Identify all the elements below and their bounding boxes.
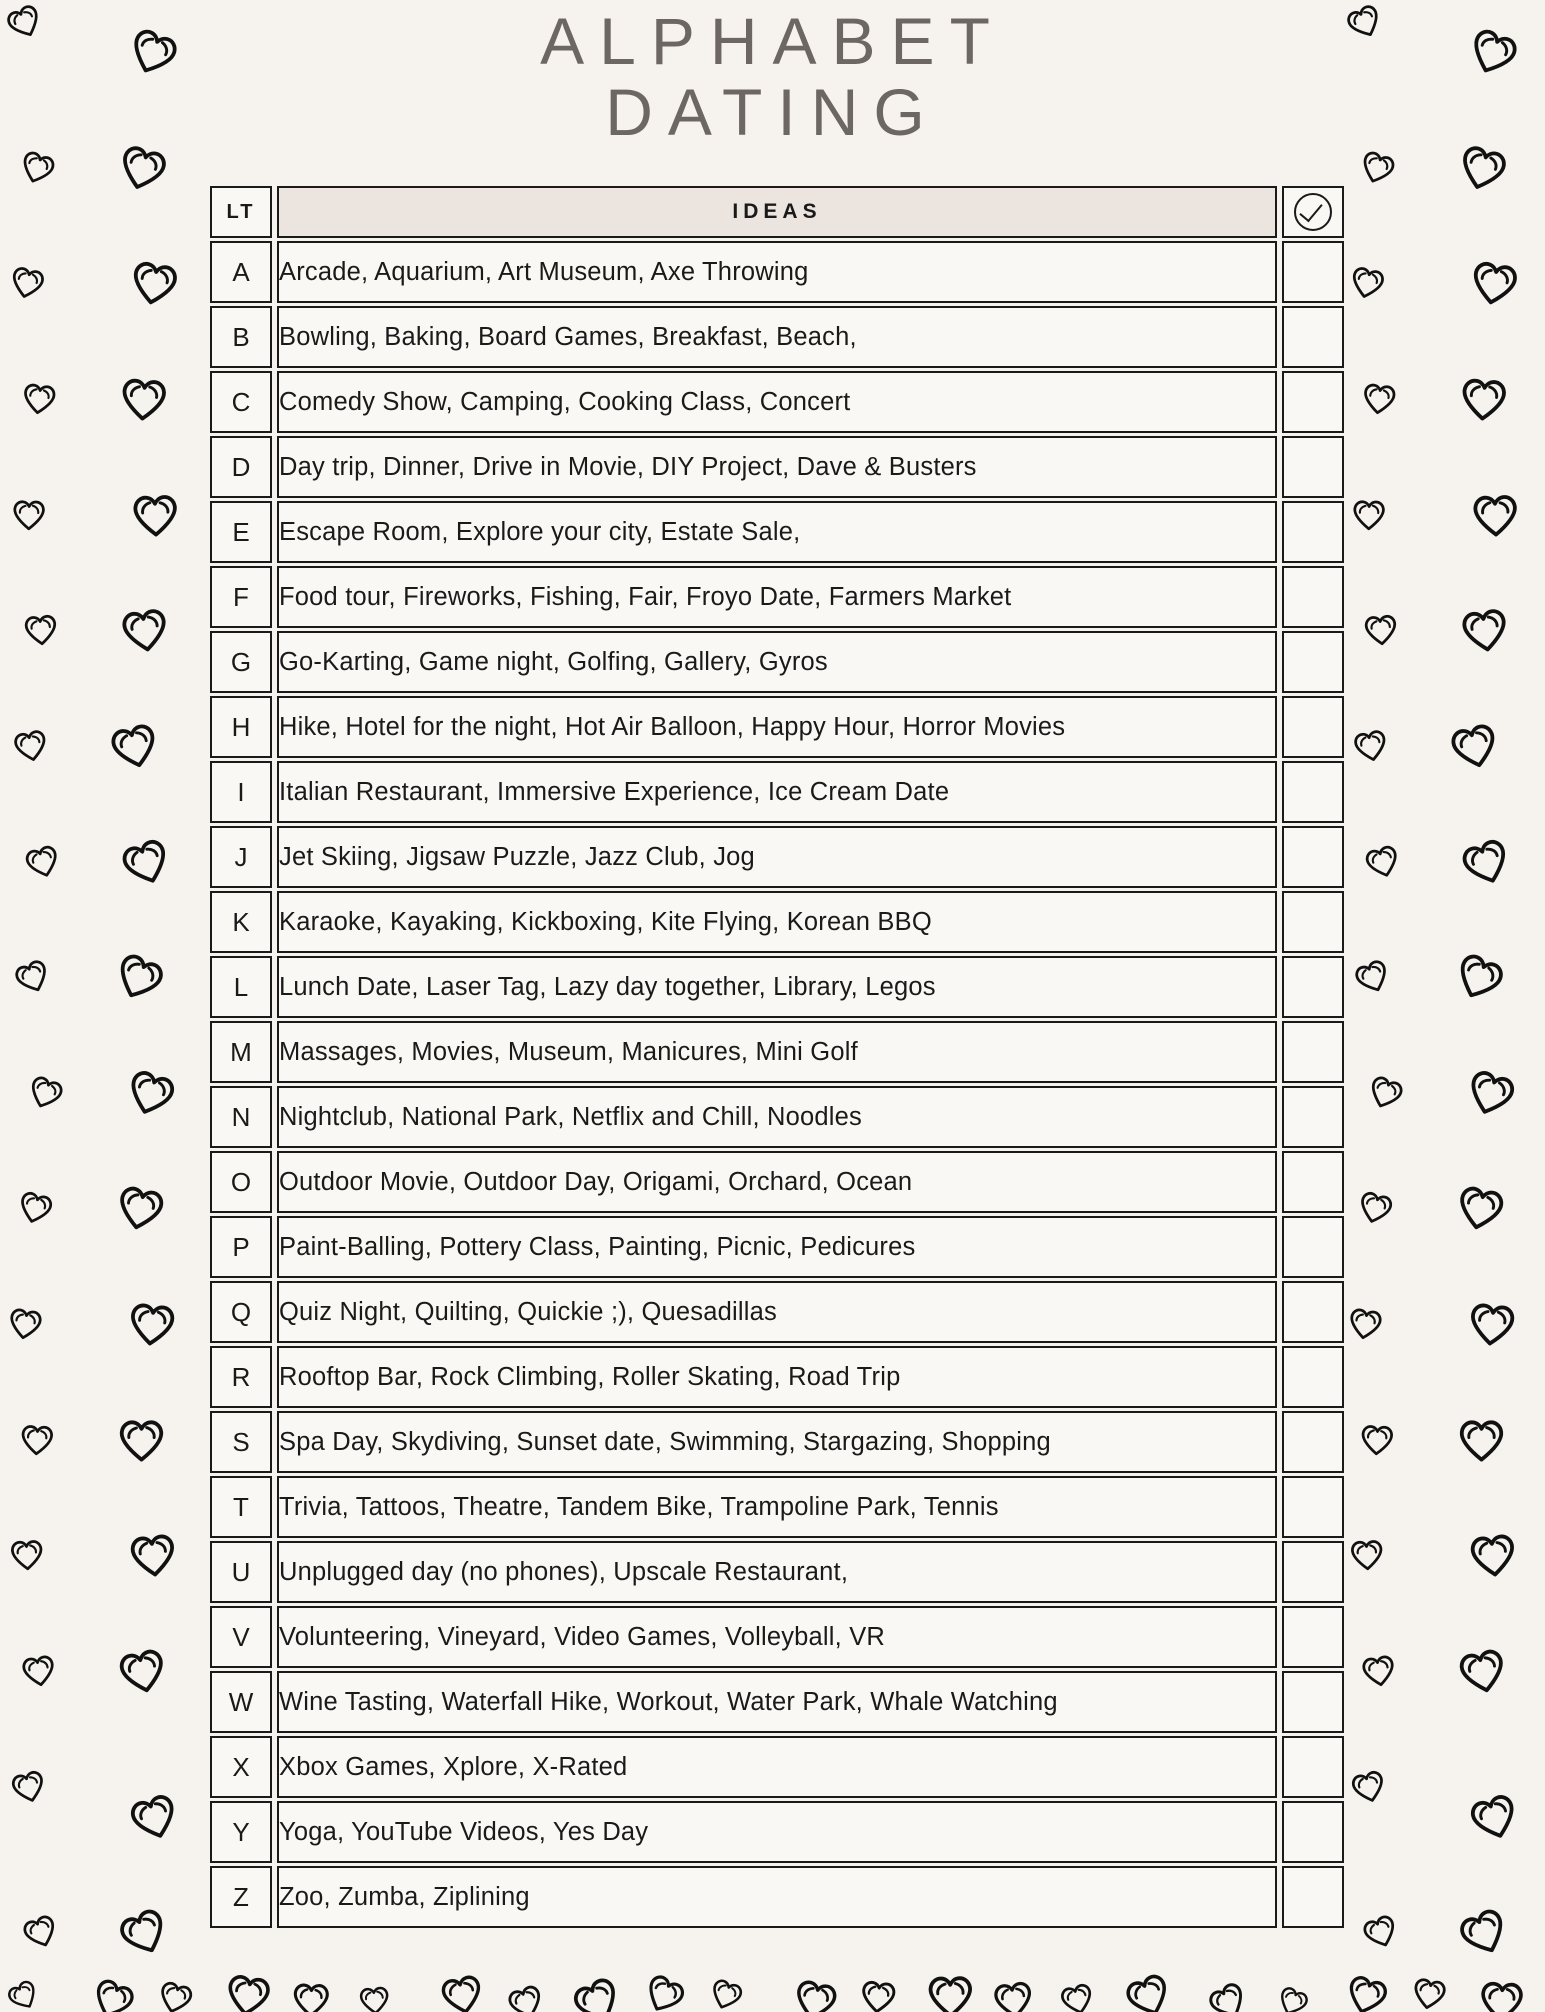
row-letter: C — [210, 371, 272, 433]
row-ideas[interactable]: Xbox Games, Xplore, X-Rated — [277, 1736, 1277, 1798]
row-ideas[interactable]: Paint-Balling, Pottery Class, Painting, Picnic, Pedicures — [277, 1216, 1277, 1278]
row-ideas[interactable]: Volunteering, Vineyard, Video Games, Volleyball, VR — [277, 1606, 1277, 1668]
row-letter: Y — [210, 1801, 272, 1863]
row-letter: X — [210, 1736, 272, 1798]
row-ideas[interactable]: Hike, Hotel for the night, Hot Air Balloon, Happy Hour, Horror Movies — [277, 696, 1277, 758]
row-letter: U — [210, 1541, 272, 1603]
row-checkbox[interactable] — [1282, 1216, 1344, 1278]
column-header-letter: LT — [210, 186, 272, 238]
row-letter: E — [210, 501, 272, 563]
row-checkbox[interactable] — [1282, 631, 1344, 693]
table-header — [210, 186, 1344, 238]
table-row — [210, 761, 1344, 823]
table-row — [210, 1801, 1344, 1863]
column-header-check — [1282, 186, 1344, 238]
row-letter: I — [210, 761, 272, 823]
row-ideas[interactable]: Zoo, Zumba, Ziplining — [277, 1866, 1277, 1928]
row-checkbox[interactable] — [1282, 1021, 1344, 1083]
row-checkbox[interactable] — [1282, 306, 1344, 368]
row-checkbox[interactable] — [1282, 1801, 1344, 1863]
row-ideas[interactable]: Karaoke, Kayaking, Kickboxing, Kite Flying, Korean BBQ — [277, 891, 1277, 953]
row-letter: S — [210, 1411, 272, 1473]
row-ideas[interactable]: Spa Day, Skydiving, Sunset date, Swimming, Stargazing, Shopping — [277, 1411, 1277, 1473]
row-letter: V — [210, 1606, 272, 1668]
row-ideas[interactable]: Yoga, YouTube Videos, Yes Day — [277, 1801, 1277, 1863]
row-checkbox[interactable] — [1282, 761, 1344, 823]
heart-border-left — [0, 0, 205, 2000]
row-checkbox[interactable] — [1282, 436, 1344, 498]
row-checkbox[interactable] — [1282, 371, 1344, 433]
row-checkbox[interactable] — [1282, 1866, 1344, 1928]
row-letter: J — [210, 826, 272, 888]
alphabet-dating-table — [205, 183, 1338, 1931]
row-checkbox[interactable] — [1282, 1411, 1344, 1473]
table-row — [210, 436, 1344, 498]
row-checkbox[interactable] — [1282, 1086, 1344, 1148]
row-checkbox[interactable] — [1282, 1281, 1344, 1343]
row-checkbox[interactable] — [1282, 696, 1344, 758]
row-letter: T — [210, 1476, 272, 1538]
row-letter: D — [210, 436, 272, 498]
row-checkbox[interactable] — [1282, 1151, 1344, 1213]
table-row — [210, 1346, 1344, 1408]
table-row — [210, 1411, 1344, 1473]
row-letter: B — [210, 306, 272, 368]
row-checkbox[interactable] — [1282, 501, 1344, 563]
row-letter: H — [210, 696, 272, 758]
page-title-line-2: DATING — [605, 75, 940, 150]
table-body — [210, 241, 1344, 1928]
row-checkbox[interactable] — [1282, 1671, 1344, 1733]
table-row — [210, 306, 1344, 368]
row-checkbox[interactable] — [1282, 1736, 1344, 1798]
row-ideas[interactable]: Go-Karting, Game night, Golfing, Gallery, Gyros — [277, 631, 1277, 693]
check-circle-icon — [1294, 193, 1332, 231]
table-row — [210, 1281, 1344, 1343]
heart-border-bottom — [0, 1972, 1545, 2012]
row-ideas[interactable]: Rooftop Bar, Rock Climbing, Roller Skating, Road Trip — [277, 1346, 1277, 1408]
table-row — [210, 826, 1344, 888]
table-row — [210, 501, 1344, 563]
page-title — [0, 6, 1545, 149]
row-checkbox[interactable] — [1282, 1346, 1344, 1408]
row-letter: A — [210, 241, 272, 303]
row-ideas[interactable]: Arcade, Aquarium, Art Museum, Axe Throwing — [277, 241, 1277, 303]
row-letter: L — [210, 956, 272, 1018]
table-row — [210, 956, 1344, 1018]
table-row — [210, 891, 1344, 953]
table-row — [210, 1021, 1344, 1083]
row-ideas[interactable]: Unplugged day (no phones), Upscale Restaurant, — [277, 1541, 1277, 1603]
row-ideas[interactable]: Italian Restaurant, Immersive Experience, Ice Cream Date — [277, 761, 1277, 823]
row-letter: O — [210, 1151, 272, 1213]
row-ideas[interactable]: Day trip, Dinner, Drive in Movie, DIY Project, Dave & Busters — [277, 436, 1277, 498]
row-ideas[interactable]: Escape Room, Explore your city, Estate Sale, — [277, 501, 1277, 563]
row-checkbox[interactable] — [1282, 956, 1344, 1018]
table-row — [210, 1671, 1344, 1733]
row-checkbox[interactable] — [1282, 241, 1344, 303]
row-checkbox[interactable] — [1282, 1541, 1344, 1603]
row-ideas[interactable]: Trivia, Tattoos, Theatre, Tandem Bike, Trampoline Park, Tennis — [277, 1476, 1277, 1538]
row-ideas[interactable]: Nightclub, National Park, Netflix and Chill, Noodles — [277, 1086, 1277, 1148]
row-letter: Q — [210, 1281, 272, 1343]
table-row — [210, 1476, 1344, 1538]
row-checkbox[interactable] — [1282, 1606, 1344, 1668]
row-letter: P — [210, 1216, 272, 1278]
row-ideas[interactable]: Massages, Movies, Museum, Manicures, Mini Golf — [277, 1021, 1277, 1083]
table-row — [210, 1086, 1344, 1148]
table-row — [210, 241, 1344, 303]
table-row — [210, 1866, 1344, 1928]
page-title-line-1: ALPHABET — [540, 4, 1005, 78]
table-row — [210, 1216, 1344, 1278]
heart-border-right — [1340, 0, 1545, 2000]
row-ideas[interactable]: Food tour, Fireworks, Fishing, Fair, Froyo Date, Farmers Market — [277, 566, 1277, 628]
row-ideas[interactable]: Bowling, Baking, Board Games, Breakfast, Beach, — [277, 306, 1277, 368]
row-checkbox[interactable] — [1282, 566, 1344, 628]
table-row — [210, 1541, 1344, 1603]
table-row — [210, 1606, 1344, 1668]
row-checkbox[interactable] — [1282, 891, 1344, 953]
row-ideas[interactable]: Outdoor Movie, Outdoor Day, Origami, Orchard, Ocean — [277, 1151, 1277, 1213]
row-letter: F — [210, 566, 272, 628]
row-letter: K — [210, 891, 272, 953]
table-row — [210, 696, 1344, 758]
column-header-ideas: IDEAS — [277, 186, 1277, 238]
table-row — [210, 566, 1344, 628]
table-row — [210, 631, 1344, 693]
table-row — [210, 1736, 1344, 1798]
row-ideas[interactable]: Jet Skiing, Jigsaw Puzzle, Jazz Club, Jog — [277, 826, 1277, 888]
row-letter: R — [210, 1346, 272, 1408]
row-letter: G — [210, 631, 272, 693]
row-ideas[interactable]: Quiz Night, Quilting, Quickie ;), Quesadillas — [277, 1281, 1277, 1343]
row-ideas[interactable]: Wine Tasting, Waterfall Hike, Workout, Water Park, Whale Watching — [277, 1671, 1277, 1733]
table-row — [210, 1151, 1344, 1213]
row-letter: N — [210, 1086, 272, 1148]
table-row — [210, 371, 1344, 433]
row-ideas[interactable]: Comedy Show, Camping, Cooking Class, Concert — [277, 371, 1277, 433]
row-letter: Z — [210, 1866, 272, 1928]
row-ideas[interactable]: Lunch Date, Laser Tag, Lazy day together, Library, Legos — [277, 956, 1277, 1018]
row-checkbox[interactable] — [1282, 826, 1344, 888]
row-letter: W — [210, 1671, 272, 1733]
row-letter: M — [210, 1021, 272, 1083]
row-checkbox[interactable] — [1282, 1476, 1344, 1538]
